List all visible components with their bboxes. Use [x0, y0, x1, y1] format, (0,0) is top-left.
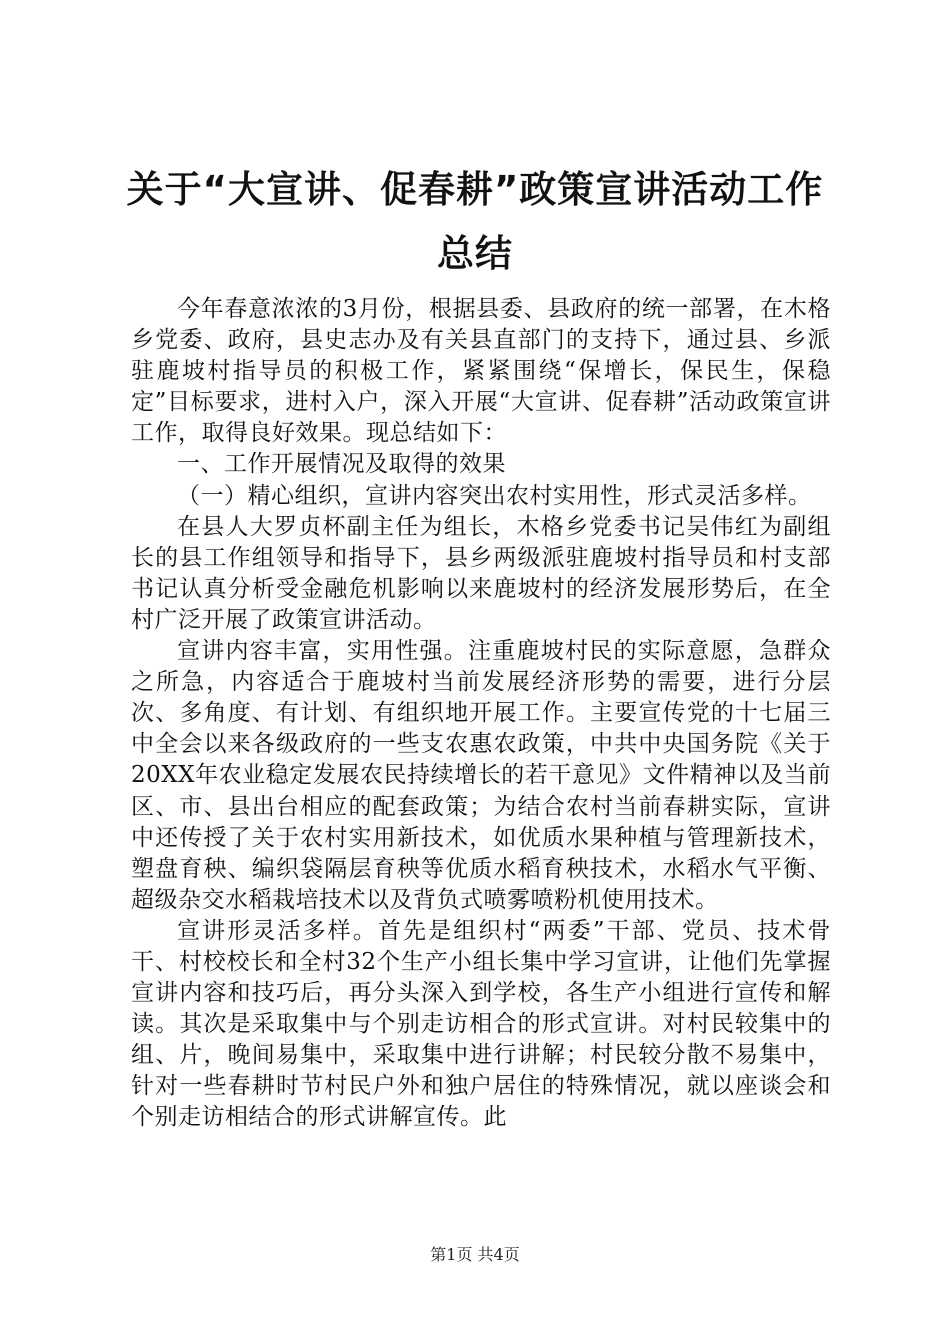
body-paragraph-forms: 宣讲形灵活多样。首先是组织村“两委”干部、党员、技术骨干、村校校长和全村32个生产小组长集中学习宣讲，让他们先掌握宣讲内容和技巧后，再分头深入到学校，各生产小组进行宣传和解读。其次是采取集中与个别走访相合的形式宣讲。对村民较集中的组、片，晚间易集中，采取集中进行讲解；村民较分散不易集中，针对一些春耕时节村民户外和独户居住的特殊情况，就以座谈会和个别走访相结合的形式讲解宣传。此 [131, 917, 831, 1131]
body-paragraph-leadership: 在县人大罗贞杯副主任为组长，木格乡党委书记吴伟红为副组长的县工作组领导和指导下，县乡两级派驻鹿坡村指导员和村支部书记认真分析受金融危机影响以来鹿坡村的经济发展形势后，在全村广泛开展了政策宣讲活动。 [131, 513, 831, 633]
section-heading: 一、工作开展情况及取得的效果 [177, 451, 506, 478]
page-number-footer: 第1页 共4页 [430, 1245, 520, 1264]
document-title: 关于“大宣讲、促春耕”政策宣讲活动工作总结 [126, 168, 824, 275]
intro-paragraph: 今年春意浓浓的3月份，根据县委、县政府的统一部署，在木格乡党委、政府，县史志办及有关县直部门的支持下，通过县、乡派驻鹿坡村指导员的积极工作，紧紧围绕“保增长，保民生，保稳定”目标要求，进村入户，深入开展“大宣讲、促春耕”活动政策宣讲工作，取得良好效果。现总结如下： [131, 296, 831, 447]
subsection-heading: （一）精心组织，宣讲内容突出农村实用性，形式灵活多样。 [177, 482, 812, 509]
document-body [131, 294, 831, 1134]
body-paragraph-content: 宣讲内容丰富，实用性强。注重鹿坡村民的实际意愿，急群众之所急，内容适合于鹿坡村当前发展经济形势的需要，进行分层次、多角度、有计划、有组织地开展工作。主要宣传党的十七届三中全会以来各级政府的一些支农惠农政策，中共中央国务院《关于20XX年农业稳定发展农民持续增长的若干意见》文件精神以及当前区、市、县出台相应的配套政策；为结合农村当前春耕实际，宣讲中还传授了关于农村实用新技术，如优质水果种植与管理新技术，塑盘育秧、编织袋隔层育秧等优质水稻育秧技术，水稻水气平衡、超级杂交水稻栽培技术以及背负式喷雾喷粉机使用技术。 [131, 638, 831, 913]
